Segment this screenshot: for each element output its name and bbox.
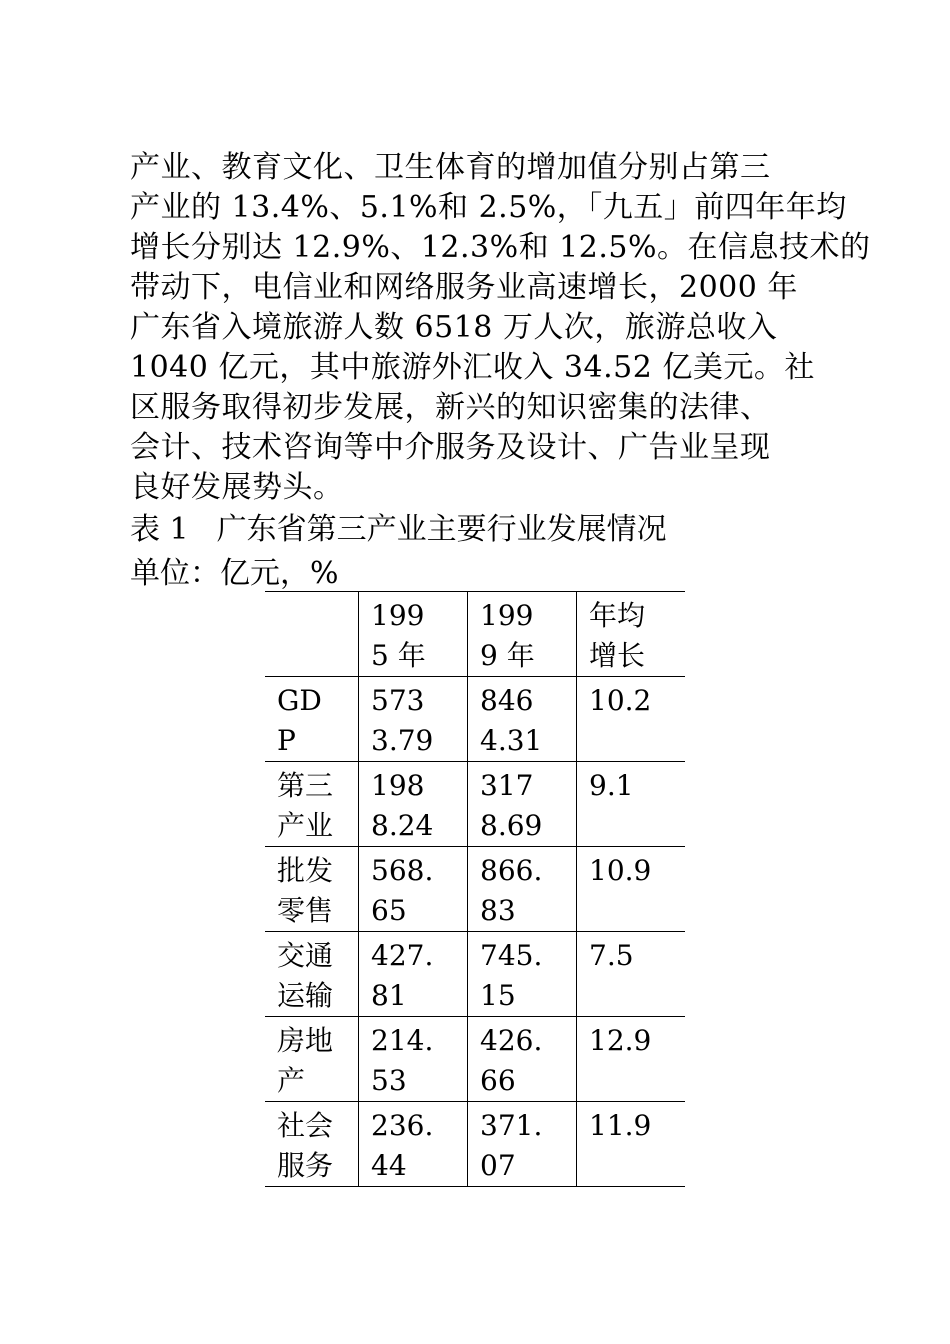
- table-cell: 427.81: [359, 932, 468, 1017]
- table-cell: 12.9: [577, 1017, 686, 1102]
- table-row: [265, 932, 685, 1017]
- row-label: GDP: [277, 684, 322, 757]
- paragraph-line: 产业、教育文化、卫生体育的增加值分别占第三: [130, 150, 771, 185]
- table-cell: 745.15: [468, 932, 577, 1017]
- row-label: 第三产业: [277, 769, 334, 842]
- table-row: [265, 762, 685, 847]
- paragraph-line: 产业的 13.4%、5.1%和 2.5%，「九五」前四年年均: [130, 190, 847, 225]
- row-label: 批发零售: [277, 854, 334, 927]
- table-cell: 10.9: [577, 847, 686, 932]
- table-title: 广东省第三产业主要行业发展情况: [216, 512, 667, 547]
- table-cell: 7.5: [577, 932, 686, 1017]
- table-row: [265, 1017, 685, 1102]
- row-label: 交通运输: [277, 939, 334, 1012]
- table-row: [265, 677, 685, 762]
- header-cell: 1999 年: [468, 592, 577, 677]
- table-cell: 371.07: [468, 1102, 577, 1187]
- table-cell: 214.53: [359, 1017, 468, 1102]
- table-cell: 236.44: [359, 1102, 468, 1187]
- table-caption: [130, 510, 667, 550]
- table-cell: 568.65: [359, 847, 468, 932]
- table-cell: 10.2: [577, 677, 686, 762]
- table-cell: 3178.69: [468, 762, 577, 847]
- table-cell: 5733.79: [359, 677, 468, 762]
- table-cell: 426.66: [468, 1017, 577, 1102]
- table-header-row: [265, 592, 685, 677]
- table-cell: 8464.31: [468, 677, 577, 762]
- table-cell: 866.83: [468, 847, 577, 932]
- header-cell: 1995 年: [359, 592, 468, 677]
- paragraph-line: 广东省入境旅游人数 6518 万人次，旅游总收入: [130, 310, 778, 345]
- paragraph-line: 良好发展势头。: [130, 470, 344, 505]
- table-unit: 单位：亿元，%: [130, 556, 339, 591]
- row-label: 房地产: [277, 1024, 334, 1097]
- paragraph-line: 增长分别达 12.9%、12.3%和 12.5%。在信息技术的: [130, 230, 871, 265]
- header-cell: [265, 592, 359, 677]
- table-row: [265, 847, 685, 932]
- table-number: 表 1: [130, 512, 189, 547]
- table-cell: 1988.24: [359, 762, 468, 847]
- body-paragraph: [130, 148, 871, 508]
- industry-table: [265, 591, 685, 1187]
- table-cell: 9.1: [577, 762, 686, 847]
- table-cell: 11.9: [577, 1102, 686, 1187]
- paragraph-line: 1040 亿元，其中旅游外汇收入 34.52 亿美元。社: [130, 350, 815, 385]
- paragraph-line: 带动下，电信业和网络服务业高速增长，2000 年: [130, 270, 798, 305]
- paragraph-line: 会计、技术咨询等中介服务及设计、广告业呈现: [130, 430, 771, 465]
- paragraph-line: 区服务取得初步发展，新兴的知识密集的法律、: [130, 390, 771, 425]
- row-label: 社会服务: [277, 1109, 334, 1182]
- header-cell: 年均增长: [577, 592, 686, 677]
- table-row: [265, 1102, 685, 1187]
